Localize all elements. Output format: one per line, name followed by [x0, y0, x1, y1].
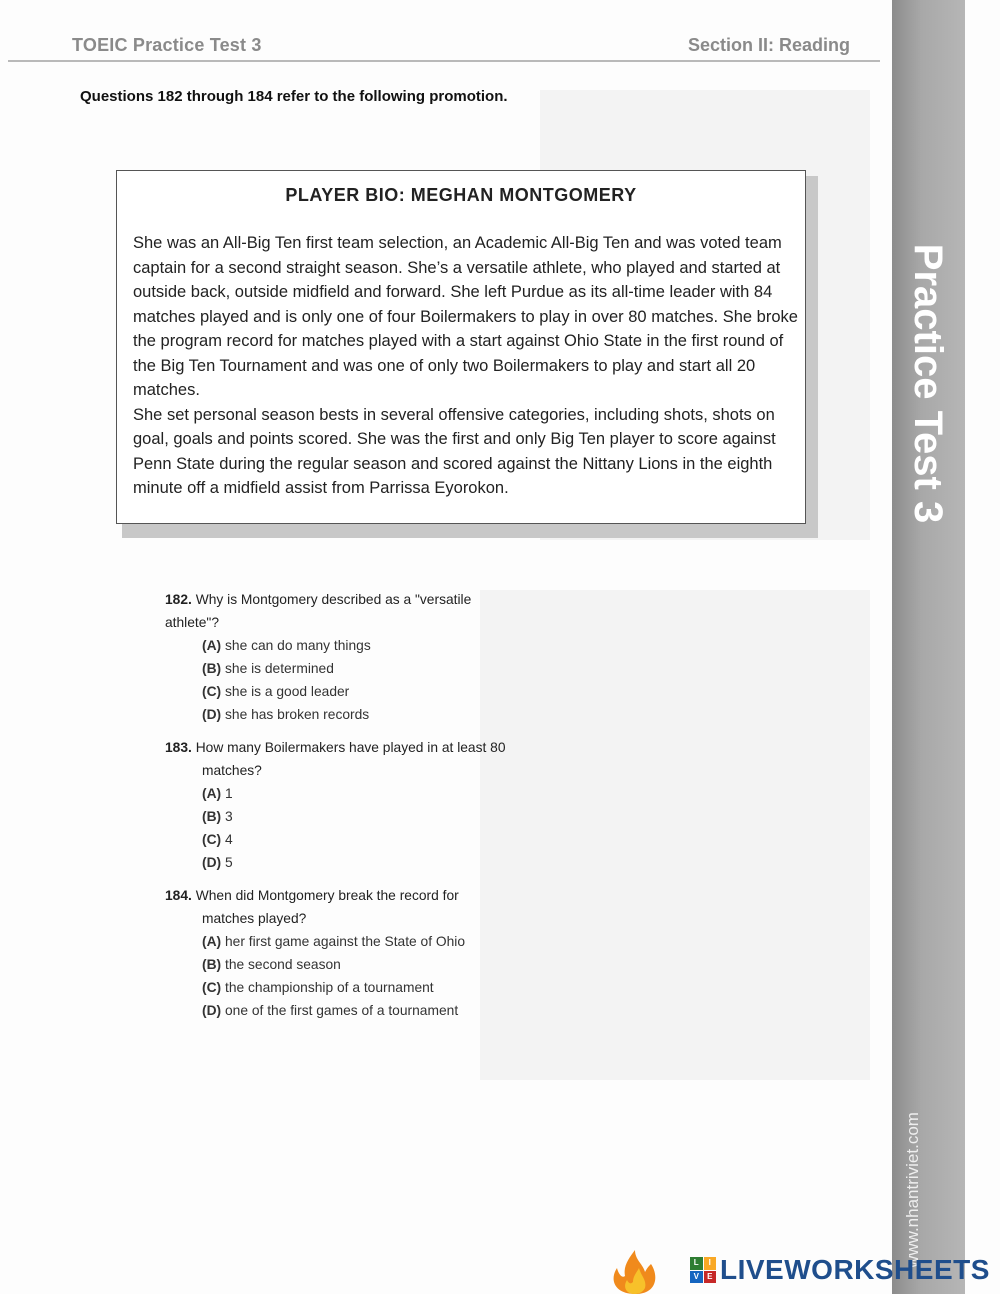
question-183 — [165, 736, 525, 874]
answer-option-d[interactable] — [202, 999, 525, 1022]
logo-icon-v: V — [690, 1271, 703, 1284]
answer-options — [202, 930, 525, 1022]
answer-options — [202, 782, 525, 874]
question-text: How many Boilermakers have played in at least 80 matches? — [195, 740, 506, 778]
flame-icon — [605, 1250, 665, 1294]
option-letter: (C) — [202, 684, 222, 699]
answer-options — [202, 634, 525, 726]
question-text: Why is Montgomery described as a "versatile athlete"? — [165, 592, 472, 630]
option-text: she is determined — [225, 661, 334, 676]
liveworksheets-logo[interactable] — [690, 1252, 990, 1288]
bio-text — [133, 231, 798, 501]
question-184 — [165, 884, 525, 1022]
option-letter: (D) — [202, 855, 222, 870]
option-text: 1 — [225, 786, 233, 801]
option-letter: (B) — [202, 957, 222, 972]
logo-grid-icon — [690, 1257, 716, 1283]
side-tab-title-text: Practice Test 3 — [906, 243, 951, 523]
answer-option-a[interactable] — [202, 782, 525, 805]
question-stem — [165, 736, 532, 782]
option-text: she has broken records — [225, 707, 370, 722]
option-text: she can do many things — [225, 638, 371, 653]
option-text: the championship of a tournament — [225, 980, 434, 995]
option-letter: (D) — [202, 707, 222, 722]
answer-option-d[interactable] — [202, 703, 525, 726]
option-letter: (B) — [202, 661, 222, 676]
option-text: 5 — [225, 855, 233, 870]
option-letter: (A) — [202, 786, 222, 801]
option-letter: (B) — [202, 809, 222, 824]
answer-option-c[interactable] — [202, 828, 525, 851]
side-tab-url-text: www.nhantriviet.com — [903, 1111, 923, 1268]
option-text: the second season — [225, 957, 341, 972]
option-text: she is a good leader — [225, 684, 350, 699]
answer-option-a[interactable] — [202, 634, 525, 657]
question-number: 184. — [165, 888, 192, 903]
header-test-title: TOEIC Practice Test 3 — [72, 35, 262, 55]
bio-paragraph-1: She was an All-Big Ten first team selection, an Academic All-Big Ten and was voted team captain for a second straight season. She’s a versatile athlete, who played and started at outside back, outside midfield and forward. She left Purdue as its all-time leader with 84 matches played and is only one of four Boilermakers to play in over 80 matches. She broke the program record for matches played with a start against Ohio State in the first round of the Big Ten Tournament and was one of only two Boilermakers to play and start all 20 matches. — [133, 234, 798, 399]
question-number: 183. — [165, 740, 192, 755]
question-182 — [165, 588, 525, 726]
answer-option-b[interactable] — [202, 953, 525, 976]
questions-intro: Questions 182 through 184 refer to the following promotion. — [80, 88, 508, 105]
questions-list — [165, 588, 525, 1032]
faded-backpage-questions — [480, 590, 870, 1080]
bio-paragraph-2: She set personal season bests in several offensive categories, including shots, shots on goal, goals and points scored. She was the first and only Big Ten player to score against Penn State during the regular season and scored against the Nittany Lions in the eighth minute off a midfield assist from Parrissa Eyorokon. — [133, 405, 776, 497]
answer-option-c[interactable] — [202, 976, 525, 999]
bio-title: PLAYER BIO: MEGHAN MONTGOMERY — [285, 185, 637, 205]
option-letter: (C) — [202, 832, 222, 847]
answer-option-b[interactable] — [202, 657, 525, 680]
option-text: 3 — [225, 809, 233, 824]
logo-text: LIVEWORKSHEETS — [720, 1254, 990, 1285]
question-stem — [165, 884, 512, 930]
header-divider — [8, 60, 880, 62]
option-letter: (A) — [202, 934, 222, 949]
header-section-title: Section II: Reading — [687, 35, 850, 55]
option-letter: (A) — [202, 638, 222, 653]
question-number: 182. — [165, 592, 192, 607]
player-bio-box — [116, 170, 806, 524]
side-tab-title — [893, 243, 963, 523]
question-text: When did Montgomery break the record for matches played? — [195, 888, 459, 926]
answer-option-d[interactable] — [202, 851, 525, 874]
option-text: her first game against the State of Ohio — [225, 934, 466, 949]
answer-option-b[interactable] — [202, 805, 525, 828]
logo-icon-e: E — [704, 1271, 717, 1284]
logo-icon-i: I — [704, 1257, 717, 1270]
logo-icon-l: L — [690, 1257, 703, 1270]
question-stem — [165, 588, 525, 634]
option-letter: (C) — [202, 980, 222, 995]
option-text: one of the first games of a tournament — [225, 1003, 459, 1018]
option-letter: (D) — [202, 1003, 222, 1018]
option-text: 4 — [225, 832, 233, 847]
answer-option-a[interactable] — [202, 930, 525, 953]
answer-option-c[interactable] — [202, 680, 525, 703]
